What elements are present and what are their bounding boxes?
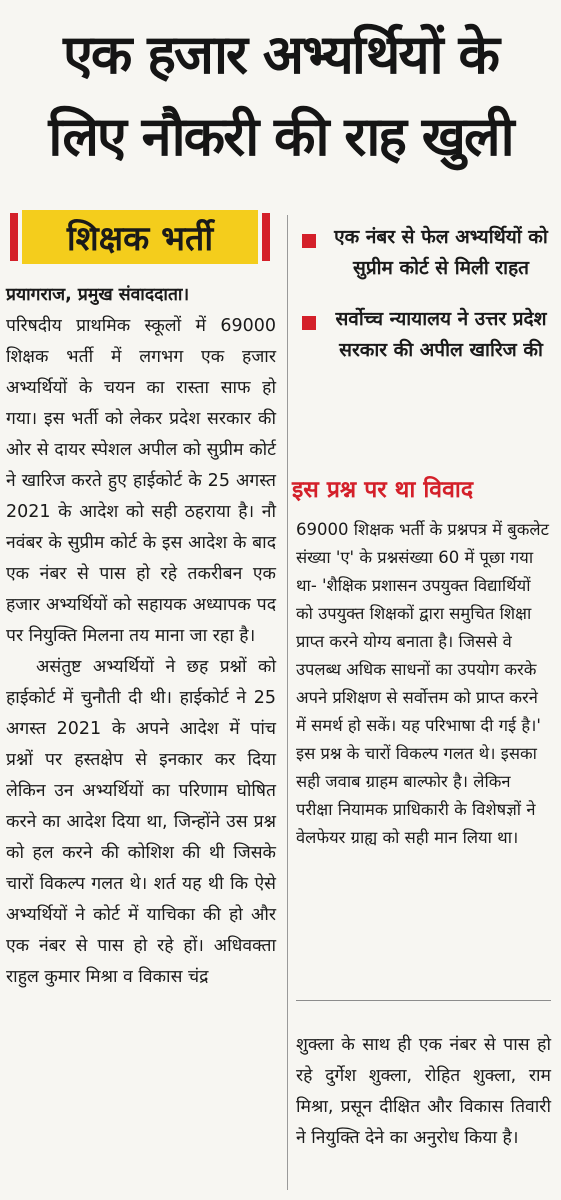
- section-tag-label: शिक्षक भर्ती: [22, 210, 258, 264]
- section-tag: [10, 210, 270, 264]
- tag-bar-left: [10, 213, 18, 261]
- dateline: [6, 280, 276, 311]
- headline-line-2: लिए नौकरी की राह खुली: [48, 105, 513, 168]
- highlight-text: सर्वोच्च न्यायालय ने उत्तर प्रदेश सरकार की अपील खारिज की: [335, 308, 547, 361]
- section-divider: [296, 1000, 551, 1001]
- highlight-text: एक नंबर से फेल अभ्यर्थियों को सुप्रीम कोर्ट से मिली राहत: [334, 226, 548, 279]
- highlights: [302, 222, 552, 386]
- tag-bar-right: [262, 213, 270, 261]
- headline: [0, 14, 561, 178]
- box-body: 69000 शिक्षक भर्ती के प्रश्नपत्र में बुकलेट संख्या 'ए' के प्रश्नसंख्या 60 में पूछा गया था- 'शैक्षिक प्रशासन उपयुक्त विद्यार्थियों को उपयुक्त शिक्षकों द्वारा समुचित शिक्षा प्राप्त करने योग्य बनाता है। जिससे वे उपलब्ध अधिक साधनों का उपयोग करके अपने प्रशिक्षण से सर्वोत्तम को प्राप्त करने में समर्थ हो सकें। यह परिभाषा दी गई है।' इस प्रश्न के चारों विकल्प गलत थे। इसका सही जवाब ग्राहम बाल्फोर है। लेकिन परीक्षा नियामक प्राधिकारी के विशेषज्ञों ने वेलफेयर ग्राह्य को सही मान लिया था।: [296, 520, 549, 847]
- bullet-square-icon: [302, 234, 316, 248]
- box-title: इस प्रश्न पर था विवाद: [292, 477, 474, 503]
- highlight-item: [302, 222, 552, 284]
- highlight-item: [302, 304, 552, 366]
- column-divider: [287, 215, 288, 1190]
- article-right-continuation: शुक्ला के साथ ही एक नंबर से पास हो रहे दुर्गेश शुक्ला, रोहित शुक्ला, राम मिश्रा, प्रसून दीक्षित और विकास तिवारी ने नियुक्ति देने का अनुरोध किया है।: [296, 1035, 551, 1148]
- article-left-column: [6, 280, 276, 993]
- headline-line-1: एक हजार अभ्यर्थियों के: [63, 23, 498, 86]
- article-paragraph-1: परिषदीय प्राथमिक स्कूलों में 69000 शिक्षक भर्ती में लगभग एक हजार अभ्यर्थियों के चयन का रास्ता साफ हो गया। इस भर्ती को लेकर प्रदेश सरकार की ओर से दायर स्पेशल अपील को सुप्रीम कोर्ट ने खारिज करते हुए हाईकोर्ट के 25 अगस्त 2021 के आदेश को सही ठहराया है। नौ नवंबर के सुप्रीम कोर्ट के इस आदेश के बाद एक नंबर से पास हो रहे तकरीबन एक हजार अभ्यर्थियों को सहायक अध्यापक पद पर नियुक्ति मिलना तय माना जा रहा है।: [6, 316, 276, 646]
- dateline-text: प्रयागराज, प्रमुख संवाददाता।: [6, 285, 190, 305]
- article-paragraph-2: असंतुष्ट अभ्यर्थियों ने छह प्रश्नों को हाईकोर्ट में चुनौती दी थी। हाईकोर्ट ने 25 अगस्त 2021 के अपने आदेश में पांच प्रश्नों पर हस्तक्षेप से इनकार कर दिया लेकिन उन अभ्यर्थियों का परिणाम घोषित करने का आदेश दिया था, जिन्होंने उस प्रश्न को हल करने की कोशिश की थी जिसके चारों विकल्प गलत थे। शर्त यह थी कि ऐसे अभ्यर्थियों ने कोर्ट में याचिका की हो और एक नंबर से पास हो रहे हों। अधिवक्ता राहुल कुमार मिश्रा व विकास चंद्र: [6, 657, 276, 987]
- bullet-square-icon: [302, 316, 316, 330]
